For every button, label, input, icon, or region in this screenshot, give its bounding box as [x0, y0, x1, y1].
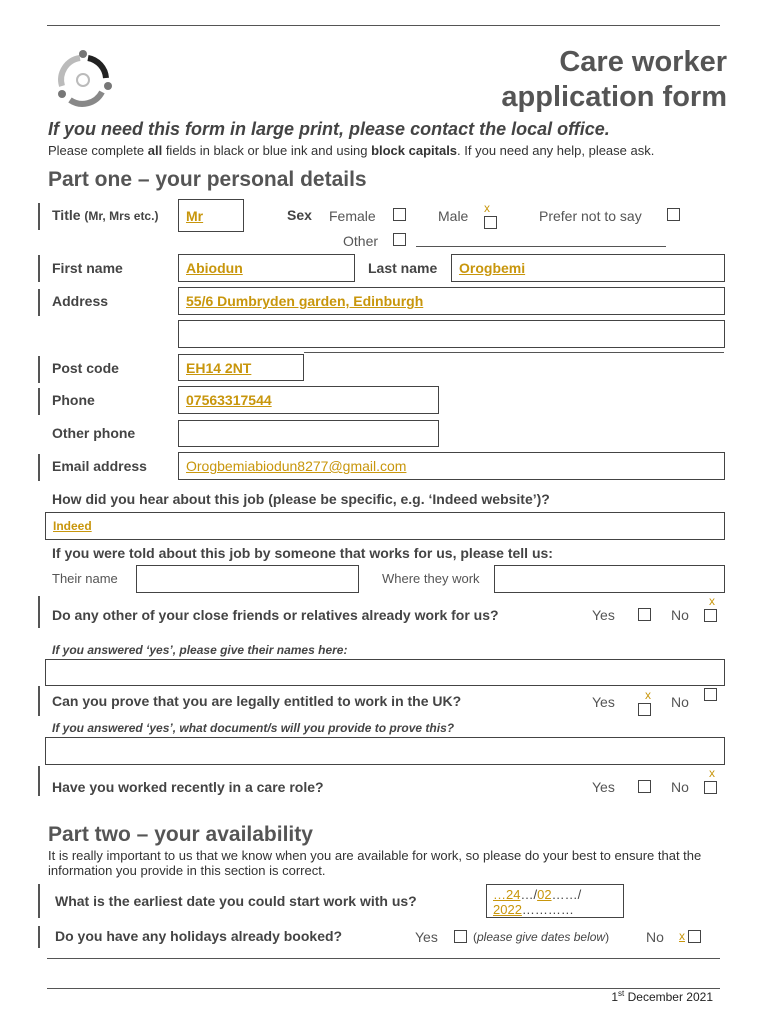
address-line2-field[interactable] [178, 320, 725, 348]
entitled-no-checkbox[interactable] [704, 688, 717, 701]
entitled-no-label: No [671, 694, 689, 710]
friends-names-prompt: If you answered ‘yes’, please give their names here: [52, 643, 348, 657]
last-name-value: Orogbemi [459, 260, 526, 276]
last-name-label: Last name [368, 260, 438, 276]
entitled-question: Can you prove that you are legally entitled to work in the UK? [52, 693, 462, 709]
sex-male-checkbox[interactable] [484, 216, 497, 229]
sex-female-checkbox[interactable] [393, 208, 406, 221]
people-circle-logo [52, 48, 114, 110]
first-name-value: Abiodun [186, 260, 243, 276]
title-value: Mr [186, 207, 204, 224]
row-marker [38, 255, 40, 282]
hear-question: How did you hear about this job (please be specific, e.g. ‘Indeed website’)? [52, 491, 550, 507]
care-no-label: No [671, 779, 689, 795]
holidays-yes-checkbox[interactable] [454, 930, 467, 943]
friends-no-mark: x [709, 594, 715, 608]
where-work-field[interactable] [494, 565, 725, 593]
sex-label: Sex [287, 207, 312, 223]
address-line1-value: 55/6 Dumbryden garden, Edinburgh [186, 293, 424, 309]
sex-prefer-not-checkbox[interactable] [667, 208, 680, 221]
entitled-yes-checkbox[interactable] [638, 703, 651, 716]
address-line1-field[interactable] [178, 287, 725, 315]
holidays-no-mark: x [679, 929, 685, 943]
sex-male-mark: x [484, 201, 490, 215]
care-no-mark: x [709, 766, 715, 780]
start-date-value: …24…/02……/ 2022………… [493, 887, 582, 917]
care-role-question: Have you worked recently in a care role? [52, 779, 324, 795]
top-rule [47, 25, 720, 26]
where-work-label: Where they work [382, 571, 480, 586]
entitled-yes-mark: x [645, 688, 651, 702]
told-question: If you were told about this job by someone that works for us, please tell us: [52, 545, 553, 561]
friends-yes-label: Yes [592, 607, 615, 623]
row-marker [38, 766, 40, 796]
holidays-yes-label: Yes [415, 929, 438, 945]
title-field[interactable] [178, 199, 244, 232]
row-marker [38, 203, 40, 230]
part-one-heading: Part one – your personal details [48, 168, 367, 191]
friends-question: Do any other of your close friends or relatives already work for us? [52, 607, 499, 623]
other-phone-field[interactable] [178, 420, 439, 447]
email-field[interactable] [178, 452, 725, 480]
friends-no-checkbox[interactable] [704, 609, 717, 622]
their-name-field[interactable] [136, 565, 359, 593]
form-title-line2: application form [501, 81, 727, 113]
address-label: Address [52, 293, 109, 309]
entitled-yes-label: Yes [592, 694, 615, 710]
email-label: Email address [52, 458, 147, 474]
other-phone-label: Other phone [52, 425, 136, 441]
their-name-label: Their name [52, 571, 118, 586]
large-print-note: If you need this form in large print, please contact the local office. [48, 119, 610, 139]
phone-value: 07563317544 [186, 392, 272, 408]
hear-field[interactable] [45, 512, 725, 540]
postcode-label: Post code [52, 360, 119, 376]
row-marker [38, 884, 40, 918]
last-name-field[interactable] [451, 254, 725, 282]
sex-other-line[interactable] [416, 246, 666, 247]
part-two-intro: It is really important to us that we know when you are available for work, so please do your best to ensure that the information you provide in this section is correct. [48, 848, 702, 878]
holidays-no-label: No [646, 929, 664, 945]
friends-names-field[interactable] [45, 659, 725, 686]
care-no-checkbox[interactable] [704, 781, 717, 794]
title-label: Title (Mr, Mrs etc.) [52, 207, 159, 223]
document-field[interactable] [45, 737, 725, 765]
row-marker [38, 926, 40, 948]
sex-male-label: Male [438, 208, 469, 224]
postcode-value: EH14 2NT [186, 359, 252, 376]
first-name-label: First name [52, 260, 123, 276]
phone-label: Phone [52, 392, 95, 408]
instructions: Please complete all fields in black or blue ink and using block capitals. If you need any help, please ask. [48, 143, 655, 158]
section-rule [47, 958, 720, 959]
row-marker [38, 686, 40, 716]
care-yes-checkbox[interactable] [638, 780, 651, 793]
sex-other-label: Other [343, 233, 379, 249]
phone-field[interactable] [178, 386, 439, 414]
email-value: Orogbemiabiodun8277@gmail.com [186, 458, 407, 474]
form-title-line1: Care worker [559, 46, 727, 78]
address-divider [304, 352, 724, 353]
postcode-field[interactable] [178, 354, 304, 381]
row-marker [38, 289, 40, 316]
row-marker [38, 388, 40, 415]
hear-value: Indeed [53, 519, 92, 533]
row-marker [38, 454, 40, 481]
row-marker [38, 596, 40, 628]
first-name-field[interactable] [178, 254, 355, 282]
sex-female-label: Female [329, 208, 376, 224]
footer-date: 1st December 2021 [611, 989, 713, 1004]
start-date-field[interactable] [486, 884, 624, 918]
friends-yes-checkbox[interactable] [638, 608, 651, 621]
care-yes-label: Yes [592, 779, 615, 795]
holidays-yes-hint: (please give dates below) [473, 930, 610, 944]
sex-other-checkbox[interactable] [393, 233, 406, 246]
sex-prefer-not-label: Prefer not to say [539, 208, 642, 224]
friends-no-label: No [671, 607, 689, 623]
start-date-question: What is the earliest date you could start work with us? [55, 893, 417, 909]
row-marker [38, 356, 40, 383]
holidays-question: Do you have any holidays already booked? [55, 928, 343, 944]
document-prompt: If you answered ‘yes’, what document/s will you provide to prove this? [52, 721, 455, 735]
part-two-heading: Part two – your availability [48, 823, 313, 846]
holidays-no-checkbox[interactable] [688, 930, 701, 943]
